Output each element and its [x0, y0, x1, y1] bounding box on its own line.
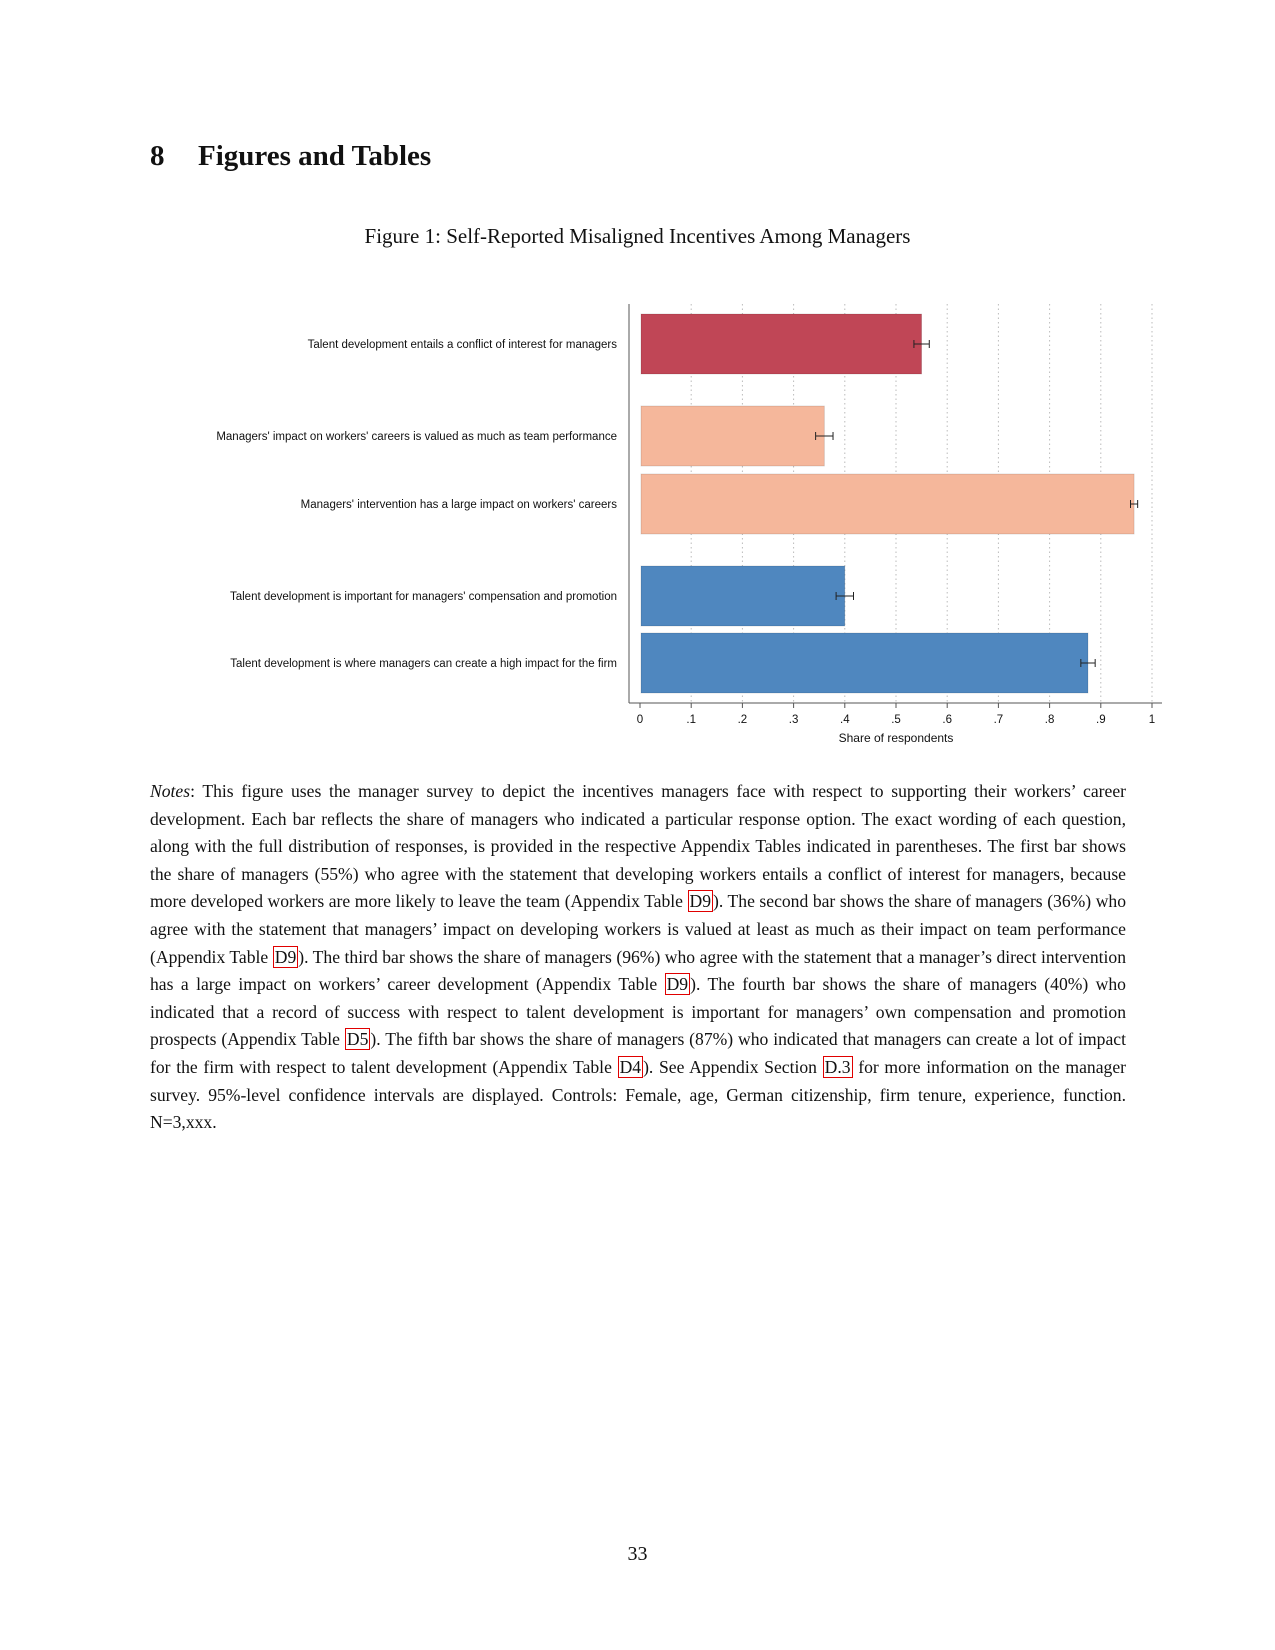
appendix-table-link[interactable]: D9: [666, 974, 689, 995]
section-number: 8: [150, 140, 165, 172]
bar: [641, 474, 1134, 534]
x-tick-label: .5: [891, 714, 901, 726]
appendix-table-link[interactable]: D4: [619, 1056, 642, 1077]
notes-text: ). The second bar shows the share of managers (36%) who agree with the statement that managers’ impact on developing workers is valued at least as much as their impact on team performance (Appendix Table: [150, 891, 1126, 967]
x-tick-label: .6: [942, 714, 952, 726]
category-label: Talent development entails a conflict of interest for managers: [307, 339, 617, 351]
figure-notes: [150, 778, 1126, 1137]
category-label: Managers' impact on workers' careers is valued as much as team performance: [216, 431, 617, 443]
appendix-table-link[interactable]: D9: [274, 946, 297, 967]
notes-text: ). See Appendix Section: [643, 1056, 823, 1077]
x-tick-label: .9: [1096, 714, 1106, 726]
notes-text: for more information on the manager survey. 95%-level confidence intervals are displayed. Controls: Female, age, German citizenship, firm tenure, experience, function. N=3,xxx.: [150, 1056, 1126, 1133]
category-label: Talent development is where managers can create a high impact for the firm: [230, 658, 617, 670]
bar: [641, 566, 845, 626]
x-tick-label: 0: [636, 714, 644, 726]
notes-text: ). The fifth bar shows the share of managers (87%) who indicated that managers can create a lot of impact for the firm with respect to talent development (Appendix Table: [150, 1029, 1126, 1077]
bar: [641, 633, 1088, 693]
x-tick-label: 1: [1148, 714, 1156, 726]
bar: [641, 406, 824, 466]
notes-text: : This figure uses the manager survey to depict the incentives managers face with respect to supporting their workers’ career development. Each bar reflects the share of managers who indicated a particular response option. The exact wording of each question, along with the full distribution of responses, is provided in the respective Appendix Tables indicated in parentheses. The first bar shows the share of managers (55%) who agree with the statement that developing workers entails a conflict of interest for managers, because more developed workers are more likely to leave the team (Appendix Table: [150, 781, 1126, 912]
bar-chart: [0, 0, 1275, 760]
notes-text: ). The fourth bar shows the share of managers (40%) who indicated that a record of success with respect to talent development is important for managers’ own compensation and promotion prospects (Appendix Table: [150, 974, 1126, 1050]
x-tick-label: .4: [840, 714, 850, 726]
page-number: 33: [627, 1543, 648, 1565]
appendix-section-link[interactable]: D.3: [824, 1056, 851, 1077]
x-tick-label: .7: [993, 714, 1004, 726]
x-tick-label: .3: [788, 714, 799, 726]
x-axis-label: Share of respondents: [838, 731, 954, 745]
bar: [641, 314, 922, 374]
section-title: Figures and Tables: [198, 140, 432, 172]
notes-text: ). The third bar shows the share of managers (96%) who agree with the statement that a manager’s direct intervention has a large impact on workers’ career development (Appendix Table: [150, 946, 1126, 995]
appendix-table-link[interactable]: D5: [346, 1029, 369, 1050]
category-label: Managers' intervention has a large impact on workers' careers: [300, 499, 617, 511]
appendix-table-link[interactable]: D9: [689, 891, 712, 912]
x-tick-label: .2: [737, 714, 748, 726]
figure-caption: Figure 1: Self-Reported Misaligned Incentives Among Managers: [364, 224, 911, 248]
notes-label: Notes: [150, 781, 191, 801]
x-tick-label: .1: [686, 714, 696, 726]
x-tick-label: .8: [1044, 714, 1055, 726]
category-label: Talent development is important for managers' compensation and promotion: [229, 591, 617, 603]
